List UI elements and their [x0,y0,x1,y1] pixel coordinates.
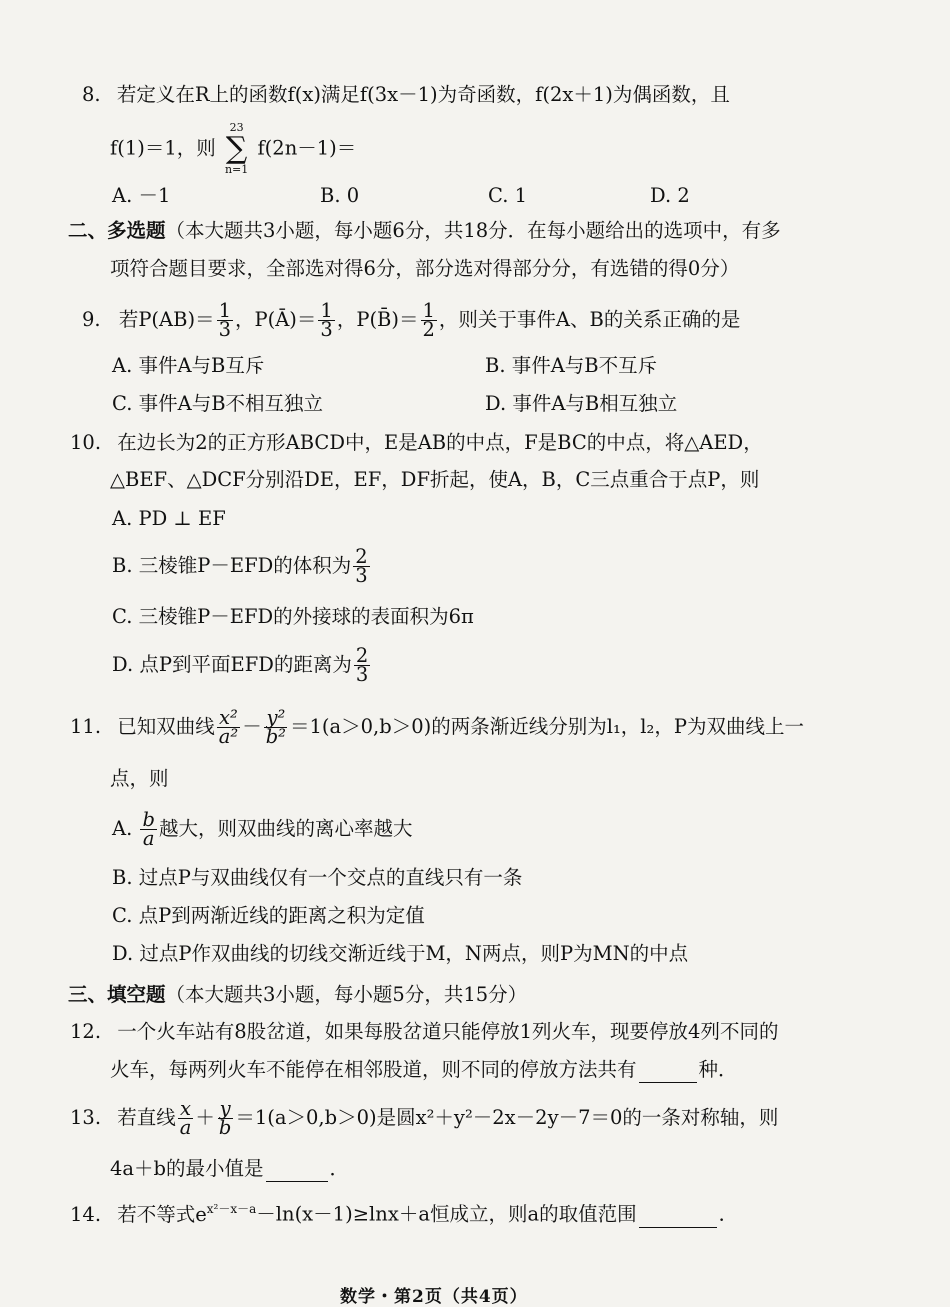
section2-title: 二、多选题 [68,219,166,242]
frac-den: a [142,827,155,850]
q8-summation [225,122,248,176]
q9-fraction-2 [318,299,334,341]
q8-line2 [110,122,356,176]
section2-desc: （本大题共3小题，每小题6分，共18分．在每小题给出的选项中，有多 [165,219,781,242]
q14-exponent: x²－x－a [206,1202,257,1216]
q11-text-pre: 已知双曲线 [117,715,215,738]
q14-text-end: ． [718,1202,739,1226]
q10-option-b-text: B. 三棱锥P－EFD的体积为 [112,554,352,577]
section3-title: 三、填空题 [68,983,166,1006]
q10-stem: 在边长为2的正方形ABCD中，E是AB的中点，F是BC的中点，将△AED， [117,431,763,454]
q13-line2 [110,1156,349,1182]
q10-option-a: A. PD ⊥ EF [112,507,226,530]
frac-num: y [219,1097,231,1120]
frac-num: 2 [355,545,368,568]
sigma-lower: n=1 [224,163,249,176]
frac-den: b [218,1116,232,1139]
q8-option-d: D. 2 [650,184,690,207]
frac-den: 3 [320,318,333,341]
q14-answer-blank[interactable] [639,1207,717,1228]
section2-header [68,218,781,244]
q11-text-post: ＝1(a＞0,b＞0)的两条渐近线分别为l₁，l₂，P为双曲线上一 [290,715,804,738]
q9-option-b: B. 事件A与B不互斥 [485,354,658,377]
frac-num: x [180,1097,192,1120]
q8-stem: 若定义在R上的函数f(x)满足f(3x－1)为奇函数，f(2x＋1)为偶函数，且 [116,83,730,106]
q11-fraction-y [264,706,288,748]
q12-number: 12. [70,1020,102,1043]
q13-text-pre: 若直线 [117,1106,176,1129]
section3-desc: （本大题共3小题，每小题5分，共15分） [165,983,528,1006]
q13-fraction-y [217,1097,233,1139]
q11-minus: － [242,715,262,738]
frac-num: 1 [422,299,435,322]
q11-line1 [70,704,804,750]
frac-num: 2 [355,644,369,667]
frac-num: b [142,808,155,831]
q11-option-a-text: 越大，则双曲线的离心率越大 [158,817,413,840]
q14-text-post: －ln(x－1)≥lnx＋a恒成立，则a的取值范围 [256,1202,637,1226]
q9-fraction-3 [421,299,437,341]
frac-den: a² [218,725,239,748]
q14-number: 14. [70,1202,102,1226]
section3-header [68,982,527,1008]
q8-option-b: B. 0 [320,184,360,207]
q12-text: 火车，每两列火车不能停在相邻股道，则不同的停放方法共有 [110,1058,637,1081]
q12-line2 [110,1057,738,1083]
frac-num: 1 [320,299,333,322]
q9-text-mid1: ，P(Ā)＝ [234,308,317,331]
q13-plus: ＋ [195,1106,215,1129]
q11-option-a [112,806,412,852]
frac-den: 3 [218,318,231,341]
section2-desc-line2: 项符合题目要求，全部选对得6分，部分选对得部分分，有选错的得0分） [110,257,740,280]
q10-option-d [112,642,372,688]
q10-option-d-text: D. 点P到平面EFD的距离为 [112,653,352,676]
q9-text-mid2: ，P(B̄)＝ [336,308,419,331]
q13-text-post: ＝1(a＞0,b＞0)是圆x²＋y²－2x－2y－7＝0的一条对称轴，则 [235,1106,779,1129]
q11-option-a-fraction [140,808,156,850]
frac-num: y² [266,706,286,729]
q8-number: 8. [82,83,101,106]
q11-number: 11. [70,715,102,738]
q11-fraction-x [217,706,240,748]
q9-option-c: C. 事件A与B不相互独立 [112,392,324,415]
q12-line1 [70,1019,778,1045]
frac-den: b² [265,725,287,748]
q9-stem [82,298,740,342]
q9-option-a: A. 事件A与B互斥 [112,354,265,377]
q14-text-pre: 若不等式e [117,1202,207,1226]
q9-text-pre: 若P(AB)＝ [118,308,215,331]
q13-answer-blank[interactable] [266,1161,328,1182]
q8-condition: f(1)＝1，则 [110,136,216,160]
q12-answer-blank[interactable] [639,1062,697,1083]
sigma-upper: 23 [229,121,244,134]
frac-num: 1 [218,299,231,322]
frac-den: 2 [422,318,435,341]
q13-text-end: ． [329,1157,350,1180]
q13-text: 4a＋b的最小值是 [110,1157,264,1180]
q8-sum-expr: f(2n－1)＝ [257,136,357,160]
page-footer: 数学・第2页（共4页） [340,1287,528,1307]
q10-option-c: C. 三棱锥P－EFD的外接球的表面积为6π [112,605,474,628]
q13-fraction-x [178,1097,194,1139]
frac-den: a [179,1116,192,1139]
q10-number: 10. [70,431,102,454]
q8-line1 [82,82,730,108]
q13-number: 13. [70,1106,102,1129]
frac-den: 3 [355,663,369,686]
q9-number: 9. [82,308,101,331]
q10-line1 [70,430,763,456]
q12-text-end: 种． [698,1058,738,1081]
q11-option-a-label: A. [112,817,133,840]
q13-line1 [70,1096,778,1140]
q10-line2: △BEF、△DCF分别沿DE，EF，DF折起，使A，B，C三点重合于点P，则 [110,468,760,491]
sigma-icon: ∑ [225,131,248,166]
q14-line1 [70,1196,738,1228]
q10-option-b [112,543,372,589]
frac-num: x² [219,706,238,729]
q11-option-c: C. 点P到两渐近线的距离之积为定值 [112,904,425,927]
q11-option-d: D. 过点P作双曲线的切线交渐近线于M，N两点，则P为MN的中点 [112,942,689,965]
q8-option-c: C. 1 [488,184,528,207]
q12-stem: 一个火车站有8股岔道，如果每股岔道只能停放1列火车，现要停放4列不同的 [117,1020,779,1043]
q8-option-a: A. －1 [112,184,171,207]
q9-text-post: ，则关于事件A、B的关系正确的是 [438,308,741,331]
q11-option-b: B. 过点P与双曲线仅有一个交点的直线只有一条 [112,866,523,889]
q9-option-d: D. 事件A与B相互独立 [485,392,678,415]
q10-option-d-fraction [354,644,370,686]
q10-option-b-fraction [353,545,369,587]
q11-line2: 点，则 [110,767,169,790]
frac-den: 3 [355,564,368,587]
q9-fraction-1 [217,299,233,341]
